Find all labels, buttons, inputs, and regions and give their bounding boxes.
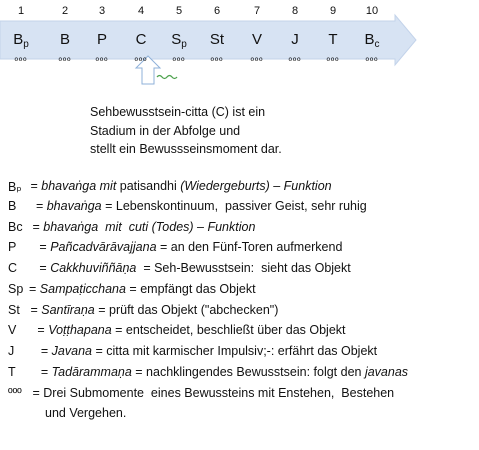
legend-equals: = [29, 220, 44, 234]
step-abbreviation [275, 31, 315, 48]
legend-definition [29, 220, 255, 234]
legend-text-part: Voṭṭhapana [48, 323, 112, 337]
legend-definition [29, 240, 342, 254]
legend-equals: = [27, 365, 52, 379]
step-abbr-subscript: p [23, 39, 29, 50]
step-abbr-main: St [209, 31, 225, 48]
legend-key: Sp [8, 282, 24, 296]
legend-definition [27, 303, 278, 317]
legend-text-part: Sampaṭicchana [39, 282, 126, 296]
step-number: 7 [253, 5, 261, 17]
legend-equals: = [29, 386, 44, 400]
step-number: 1 [17, 5, 25, 17]
legend-text-part: Javana [51, 344, 92, 358]
step-abbreviation [82, 31, 122, 48]
legend-text-part: patisandhi [119, 179, 177, 193]
submoment-dots: ººº [288, 56, 302, 66]
legend-definition [29, 386, 394, 400]
legend-definition [27, 365, 408, 379]
legend-text-part: Drei Submomente eines Bewussteins mit Enstehen, Bestehen [43, 386, 395, 400]
submoment-dots: ººº [250, 56, 264, 66]
legend-text-part: Santīraṇa [41, 303, 95, 317]
legend-text-part: Pañcadvārāvajjana [50, 240, 157, 254]
legend-text-part: bhavaṅga mit cuti (Todes) – Funktion [43, 220, 256, 234]
note-text [90, 103, 330, 159]
legend-text-part: = an den Fünf-Toren aufmerkend [156, 240, 343, 254]
step-abbr-main: B [364, 31, 375, 48]
legend-definition [29, 199, 367, 213]
note-line-1: Sehbewusstsein-citta (C) ist ein [90, 105, 266, 119]
note-line-3: stellt ein Bewussseinsmoment dar. [90, 142, 282, 156]
step-number: 9 [329, 5, 337, 17]
step-number: 6 [213, 5, 221, 17]
legend-key: V [8, 323, 17, 337]
step-number: 10 [365, 5, 379, 17]
legend-key: B [8, 199, 17, 213]
step-number: 4 [137, 5, 145, 17]
legend-equals: = [29, 199, 47, 213]
legend-text-part: bhavaṅga [46, 199, 102, 213]
legend-text-part: = citta mit karmischer Impulsiv;-: erfährt das Objekt [91, 344, 378, 358]
step-number: 2 [61, 5, 69, 17]
legend-definition [27, 344, 377, 358]
step-abbreviation [159, 31, 199, 50]
legend-text-part: = entscheidet, beschließt über das Objekt [111, 323, 346, 337]
legend-key: Bₚ [8, 180, 22, 194]
legend-text-part: und Vergehen. [45, 406, 127, 420]
legend-equals: = [29, 261, 51, 275]
step-abbreviation [352, 31, 392, 50]
note-line-2: Stadium in der Abfolge und [90, 123, 241, 138]
step-abbr-subscript: c [374, 39, 380, 50]
step-abbr-main: T [328, 31, 338, 48]
legend-definition [29, 261, 351, 275]
legend-key: Bc [8, 220, 23, 234]
step-abbreviation [313, 31, 353, 48]
step-number: 5 [175, 5, 183, 17]
legend-key: P [8, 240, 17, 254]
step-abbr-subscript: p [181, 39, 187, 50]
step-number: 8 [291, 5, 299, 17]
legend-text-part: javanas [364, 365, 409, 379]
step-abbr-main: V [251, 31, 262, 48]
step-abbreviation [197, 31, 237, 48]
legend-equals: = [29, 282, 40, 296]
submoment-dots: ººº [95, 56, 109, 66]
legend-key: St [8, 303, 20, 317]
legend-definition [45, 406, 126, 420]
submoment-dots: ººº [365, 56, 379, 66]
legend-text-part: = nachklingendes Bewusstsein: folgt den [131, 365, 365, 379]
step-abbr-main: B [59, 31, 70, 48]
submoment-dots: ººº [210, 56, 224, 66]
step-abbr-main: J [291, 31, 299, 48]
legend-text-part: Tadārammaṇa [51, 365, 132, 379]
legend-text-part: = Seh-Bewusstsein: sieht das Objekt [136, 261, 351, 275]
legend-text-part: = Lebenskontinuum, passiver Geist, sehr ruhig [101, 199, 367, 213]
legend-key: ººº [8, 386, 22, 400]
legend-text-part: Cakkhuviññāṇa [50, 261, 137, 275]
legend-text-part: bhavaṅga mit [41, 179, 120, 193]
legend-text-part: = empfängt das Objekt [125, 282, 256, 296]
step-abbr-main: S [171, 31, 182, 48]
legend-equals: = [27, 344, 52, 358]
legend-equals: = [27, 303, 42, 317]
legend-definition [27, 323, 346, 337]
step-abbr-main: B [13, 31, 24, 48]
submoment-dots: ººº [14, 56, 28, 66]
legend-equals: = [29, 240, 51, 254]
legend-key: T [8, 365, 16, 379]
step-abbreviation [237, 31, 277, 48]
squiggle-mark [157, 76, 177, 79]
legend-key: C [8, 261, 18, 275]
legend-definition [29, 282, 256, 296]
step-abbreviation [45, 31, 85, 48]
submoment-dots: ººº [326, 56, 340, 66]
legend-text-part: = prüft das Objekt ("abchecken") [94, 303, 279, 317]
submoment-dots: ººº [58, 56, 72, 66]
step-abbreviation [1, 31, 41, 50]
step-abbr-main: P [96, 31, 107, 48]
step-abbreviation [121, 31, 161, 48]
legend-equals: = [27, 179, 42, 193]
step-number: 3 [98, 5, 106, 17]
submoment-dots: ººº [134, 56, 148, 66]
legend-equals: = [27, 323, 49, 337]
step-abbr-main: C [135, 31, 147, 48]
submoment-dots: ººº [172, 56, 186, 66]
legend-definition [27, 179, 332, 193]
legend-text-part: (Wiedergeburts) – Funktion [176, 179, 332, 193]
legend-key: J [8, 344, 15, 358]
